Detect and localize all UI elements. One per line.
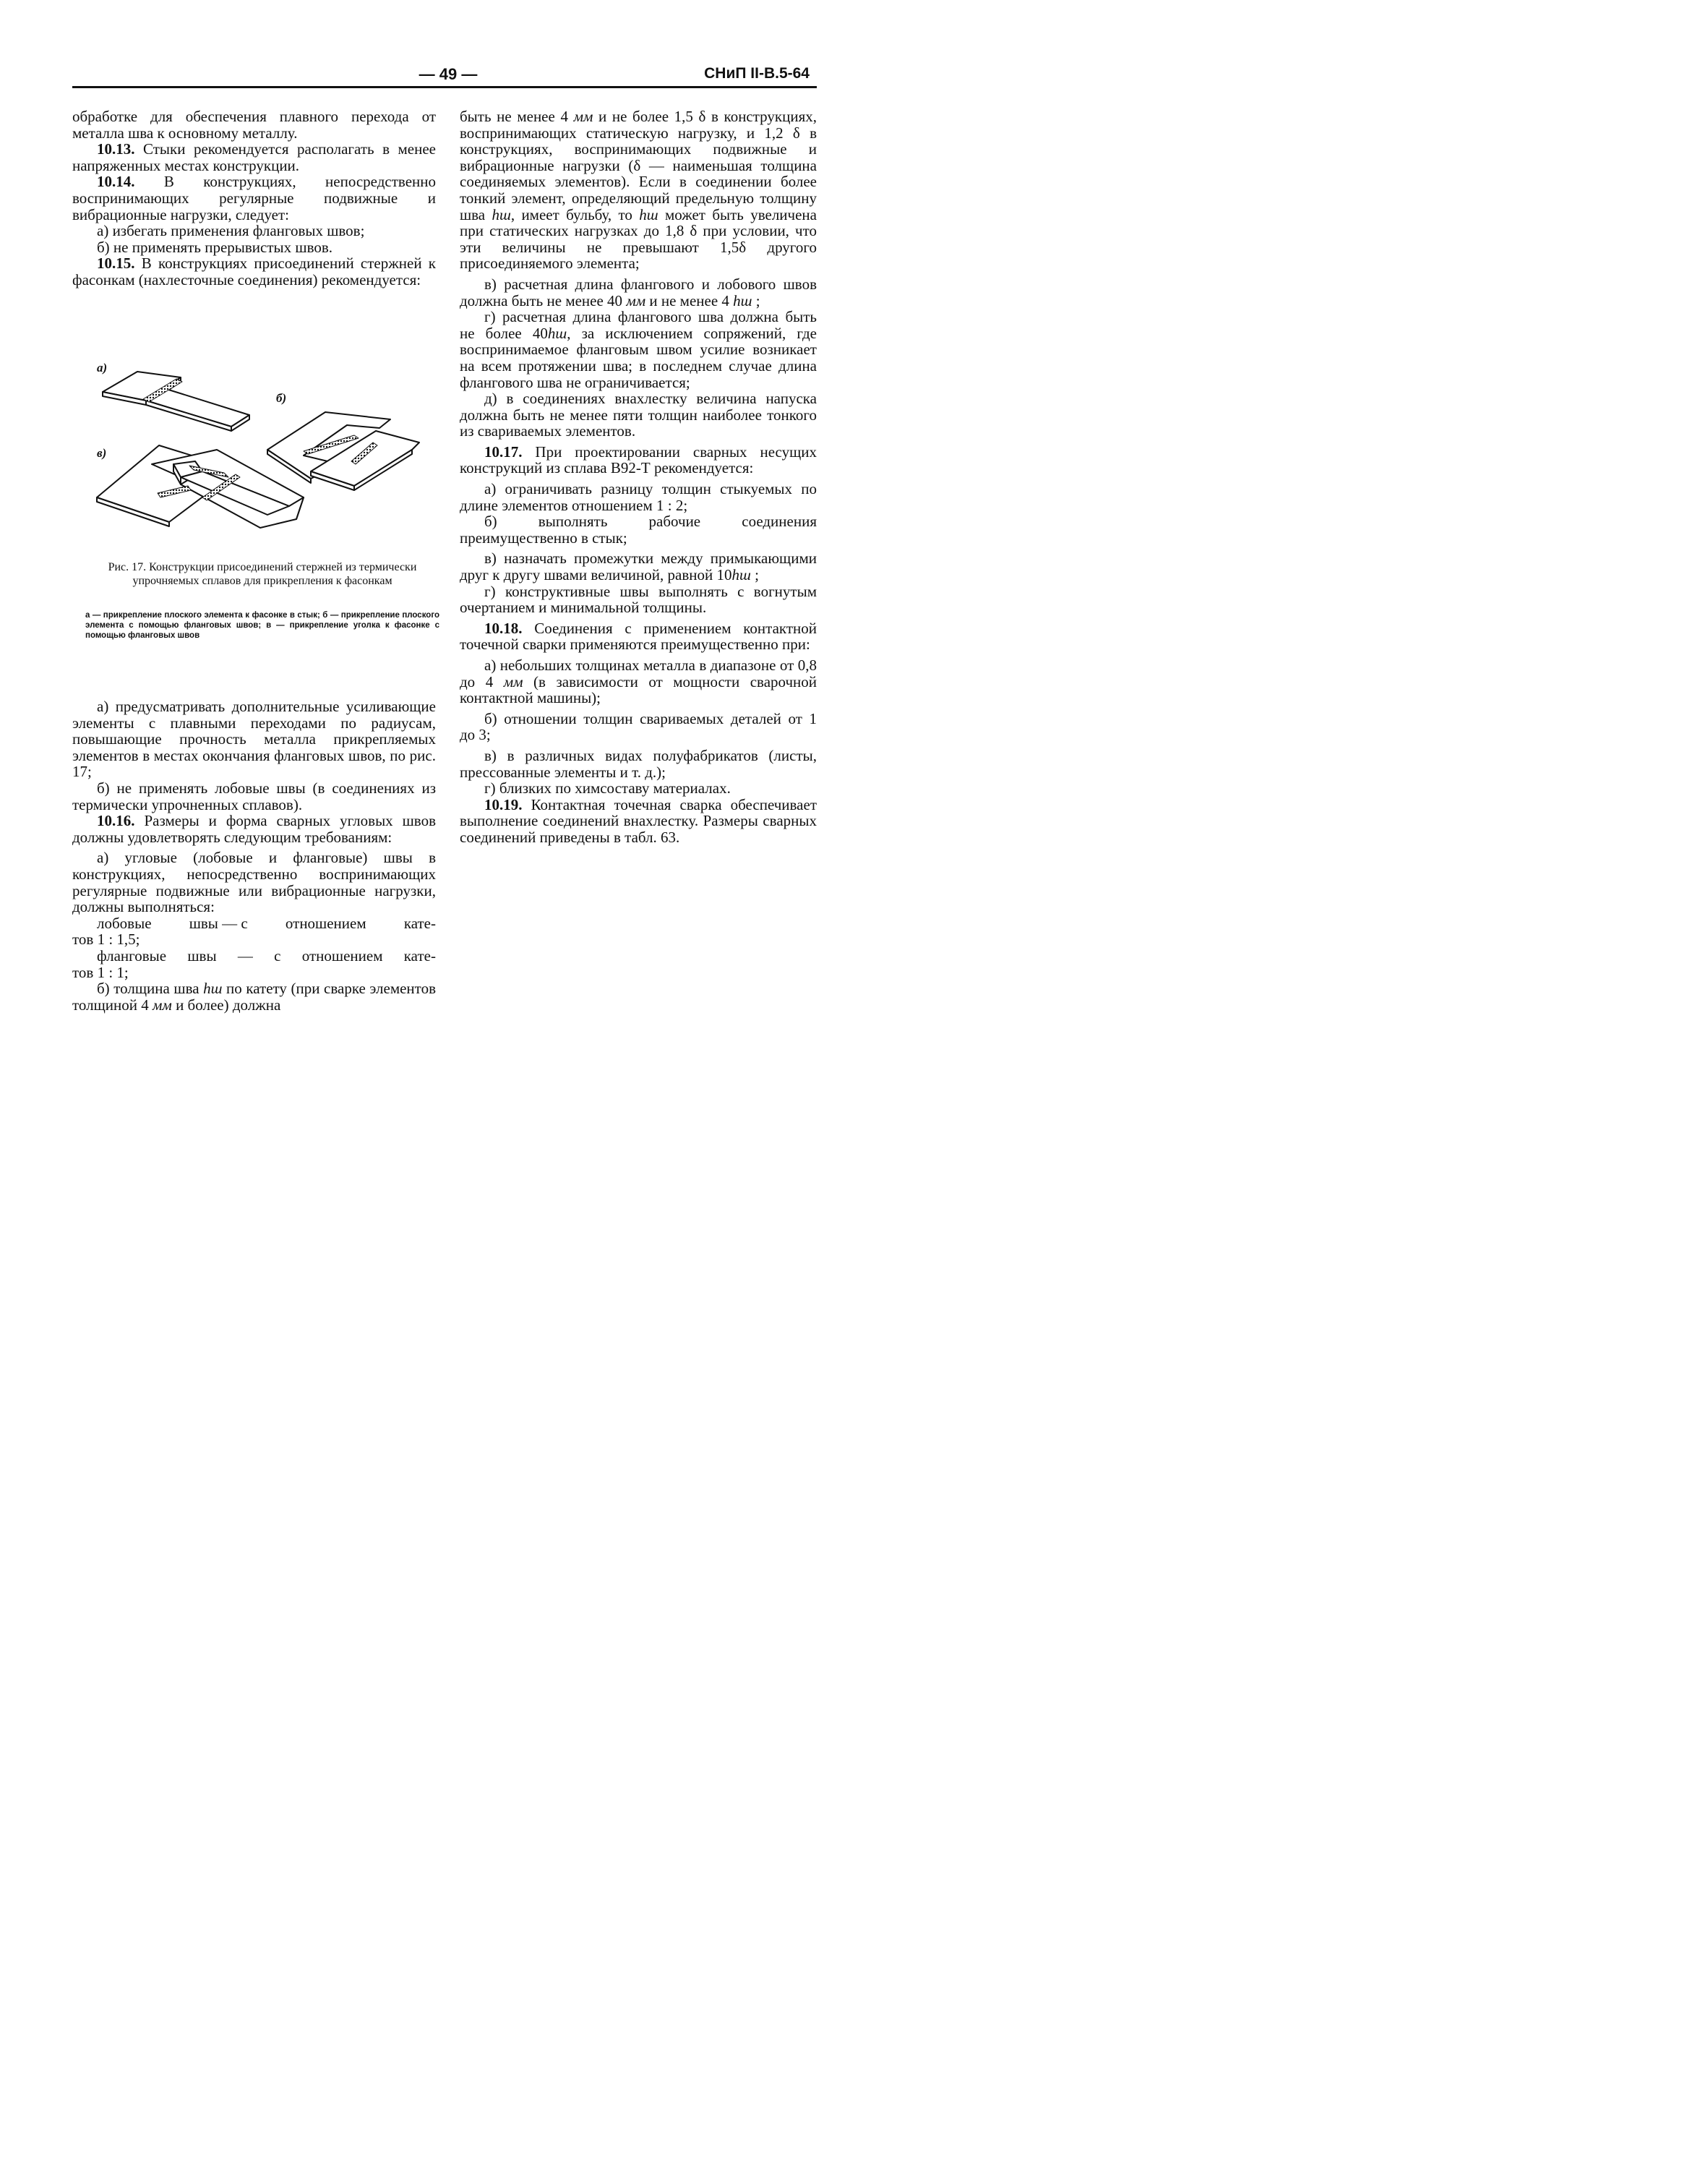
- word: отношением: [285, 914, 366, 932]
- word: с: [274, 946, 281, 965]
- figure-legend: а — прикрепление плоского элемента к фасонке в стык; б — прикрепление плоского элемента с помощью фланговых швов; в — прикрепление уголка к фасонке с помощью фланговых швов: [85, 611, 439, 640]
- figure-caption: Рис. 17. Конструкции присоединений стержней из термически упрочняемых сплавов для прикрепления к фасонкам: [108, 561, 417, 587]
- header-rule: [72, 86, 817, 88]
- list-item: б) отношении толщин свариваемых деталей от 1 до 3;: [460, 709, 817, 744]
- list-item: а) угловые (лобовые и фланговые) швы в конструкциях, непосредственно воспринимающих регулярные подвижные или вибрационные нагрузки, должны выполняться:: [72, 849, 436, 916]
- paragraph: быть не менее 4 мм и не более 1,5 δ в конструкциях, воспринимающих статическую нагрузку, и 1,2 δ в конструкциях, воспринимающих подвижные и вибрационные нагрузки (δ — наименьшая толщина соединяемых элементов). Если в соединении более тонкий элемент, определяющий предельную толщину шва hш, имеет бульбу, то hш может быть увеличена при статических нагрузках до 1,8 δ при условии, что эти величины не превышают 1,5δ другого присоединяемого элемента;: [460, 108, 817, 273]
- clause-10-15: [72, 255, 436, 288]
- figure-label-b: б): [276, 391, 287, 405]
- line-end: тов 1 : 1,5;: [72, 931, 140, 949]
- list-item: б) толщина шва hш по катету (при сварке элементов толщиной 4 мм и более) должна: [72, 980, 436, 1014]
- clause-10-14: [72, 174, 436, 223]
- list-item: г) близких по химсоставу материалах.: [484, 779, 731, 797]
- clause-number: 10.19.: [484, 795, 523, 813]
- list-item: а) избегать применения фланговых швов;: [97, 222, 365, 240]
- clause-10-19: 10.19. Контактная точечная сварка обеспечивает выполнение соединений внахлестку. Размеры сварных соединений приведены в табл. 63.: [460, 795, 817, 846]
- left-column-bottom: [72, 698, 436, 1013]
- page-number: — 49 —: [419, 65, 478, 83]
- word: лобовые: [97, 914, 152, 932]
- list-item: б) не применять прерывистых швов.: [97, 238, 333, 256]
- clause-number: 10.16.: [97, 812, 135, 830]
- clause-10-18: 10.18. Соединения с применением контактной точечной сварки применяются преимущественно при:: [460, 619, 817, 654]
- figure-label-c: в): [97, 446, 107, 460]
- clause-number: 10.14.: [97, 173, 135, 191]
- clause-10-17: 10.17. При проектировании сварных несущих конструкций из сплава В92-Т рекомендуется:: [460, 442, 817, 477]
- spaced-line: [72, 948, 436, 965]
- clause-number: 10.18.: [484, 619, 523, 637]
- list-item: д) в соединениях внахлестку величина напуска должна быть не менее пяти толщин наиболее тонкого из свариваемых элементов.: [460, 390, 817, 440]
- list-item: г) конструктивные швы выполнять с вогнутым очертанием и минимальной толщины.: [460, 582, 817, 617]
- paragraph: обработке для обеспечения плавного перехода от металла шва к основному металлу.: [72, 108, 436, 142]
- list-item: а) предусматривать дополнительные усиливающие элементы с плавными переходами по радиусам, повышающие прочность металла прикрепляемых элементов в местах окончания фланговых швов, по рис. 17;: [72, 698, 436, 781]
- list-item: г) расчетная длина флангового шва должна быть не более 40hш, за исключением сопряжений, где воспринимаемое фланговым швом усилие возникает на всем протяжении шва; в последнем случае длина флангового шва не ограничивается;: [460, 308, 817, 391]
- list-item: в) в различных видах полуфабрикатов (листы, прессованные элементы и т. д.);: [460, 746, 817, 781]
- list-item: б) не применять лобовые швы (в соединениях из термически упрочненных сплавов).: [72, 779, 436, 813]
- list-item: а) ограничивать разницу толщин стыкуемых по длине элементов отношением 1 : 2;: [460, 480, 817, 514]
- list-item: б) выполнять рабочие соединения преимущественно в стык;: [460, 513, 817, 547]
- left-column-top: [72, 108, 436, 288]
- clause-number: 10.13.: [97, 140, 135, 158]
- word: швы — с: [189, 914, 248, 932]
- word: кате-: [403, 914, 436, 932]
- clause-text: Стыки рекомендуется располагать в менее напряженных местах конструкции.: [72, 140, 436, 174]
- clause-10-16: [72, 813, 436, 845]
- figure-17-weld-joints: [94, 356, 437, 557]
- word: швы: [187, 946, 217, 965]
- list-item: а) небольших толщинах металла в диапазоне от 0,8 до 4 мм (в зависимости от мощности сварочной контактной машины);: [460, 656, 817, 707]
- diagram-a-butt-joint: [103, 372, 249, 431]
- line-end: тов 1 : 1;: [72, 963, 129, 981]
- document-code: СНиП II-В.5-64: [704, 65, 810, 82]
- clause-number: 10.15.: [97, 255, 135, 273]
- word: отношением: [301, 946, 383, 965]
- right-column: [460, 108, 817, 846]
- figure-label-a: а): [97, 361, 108, 375]
- clause-text: В конструкциях присоединений стержней к фасонкам (нахлесточные соединения) рекомендуется:: [72, 255, 436, 288]
- list-item: в) расчетная длина флангового и лобового швов должна быть не менее 40 мм и не менее 4 hш ;: [460, 275, 817, 309]
- clause-number: 10.17.: [484, 442, 523, 461]
- clause-10-13: [72, 141, 436, 174]
- word: фланговые: [97, 946, 167, 965]
- word: —: [237, 946, 253, 965]
- clause-text: В конструкциях, непосредственно воспринимающих регулярные подвижные и вибрационные нагрузки, следует:: [72, 173, 436, 223]
- clause-text: Размеры и форма сварных угловых швов должны удовлетворять следующим требованиям:: [72, 812, 436, 846]
- list-item: в) назначать промежутки между примыкающими друг к другу швами величиной, равной 10hш ;: [460, 549, 817, 584]
- spaced-line: [72, 915, 436, 932]
- diagram-b-flank-welds: [267, 412, 419, 490]
- word: кате-: [403, 946, 436, 965]
